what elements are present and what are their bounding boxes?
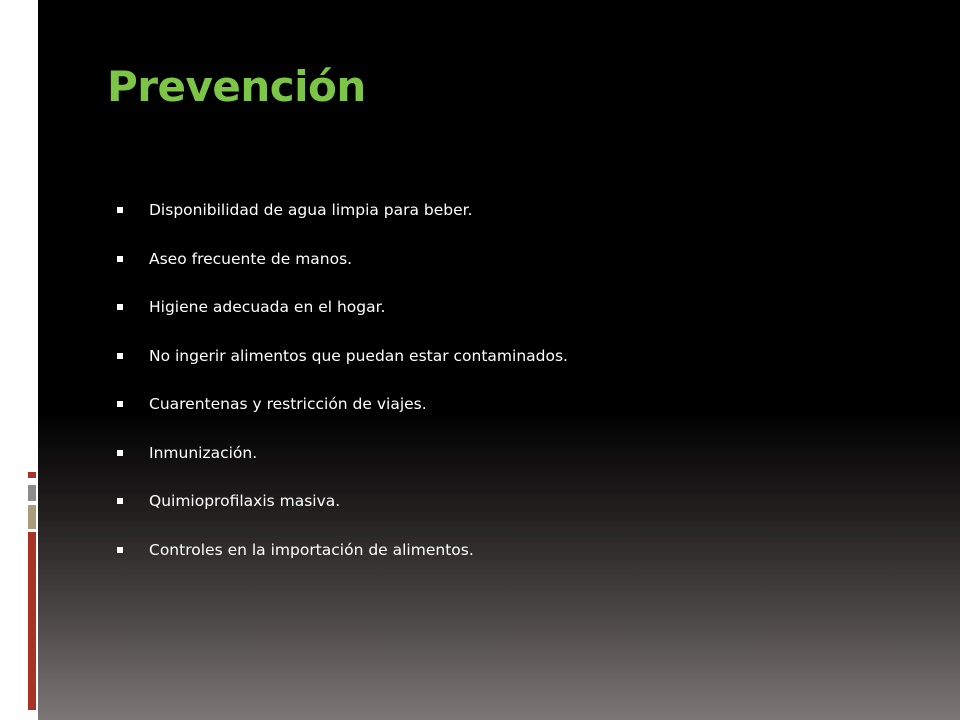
deco-bar-red-long <box>28 532 36 710</box>
bullet-square-icon <box>117 547 123 553</box>
bullet-item <box>117 439 568 488</box>
bullet-square-icon <box>117 256 123 262</box>
bullet-text: No ingerir alimentos que puedan estar contaminados. <box>149 346 568 365</box>
bullet-square-icon <box>117 207 123 213</box>
bullet-item <box>117 293 568 342</box>
deco-bar-red-short <box>28 472 36 478</box>
bullet-text: Higiene adecuada en el hogar. <box>149 298 386 316</box>
bullet-text: Quimioprofilaxis masiva. <box>149 492 341 510</box>
bullet-text: Disponibilidad de agua limpia para beber. <box>149 201 473 219</box>
bullet-item <box>117 536 568 585</box>
bullet-item <box>117 245 568 294</box>
bullet-text: Controles en la importación de alimentos. <box>149 540 474 559</box>
bullet-square-icon <box>117 450 123 456</box>
bullet-item <box>117 342 568 391</box>
bullet-square-icon <box>117 304 123 310</box>
deco-bar-white-top <box>30 0 38 470</box>
deco-bar-gray <box>28 485 36 501</box>
bullet-text: Cuarentenas y restricción de viajes. <box>149 395 427 413</box>
bullet-text: Inmunización. <box>149 443 258 462</box>
bullet-list <box>117 196 568 584</box>
bullet-item <box>117 196 568 245</box>
bullet-item <box>117 487 568 536</box>
bullet-item <box>117 390 568 439</box>
bullet-square-icon <box>117 498 123 504</box>
bullet-square-icon <box>117 353 123 359</box>
bullet-text: Aseo frecuente de manos. <box>149 249 353 268</box>
slide-title: Prevención <box>107 62 366 111</box>
bullet-square-icon <box>117 401 123 407</box>
deco-bar-tan <box>28 505 36 529</box>
